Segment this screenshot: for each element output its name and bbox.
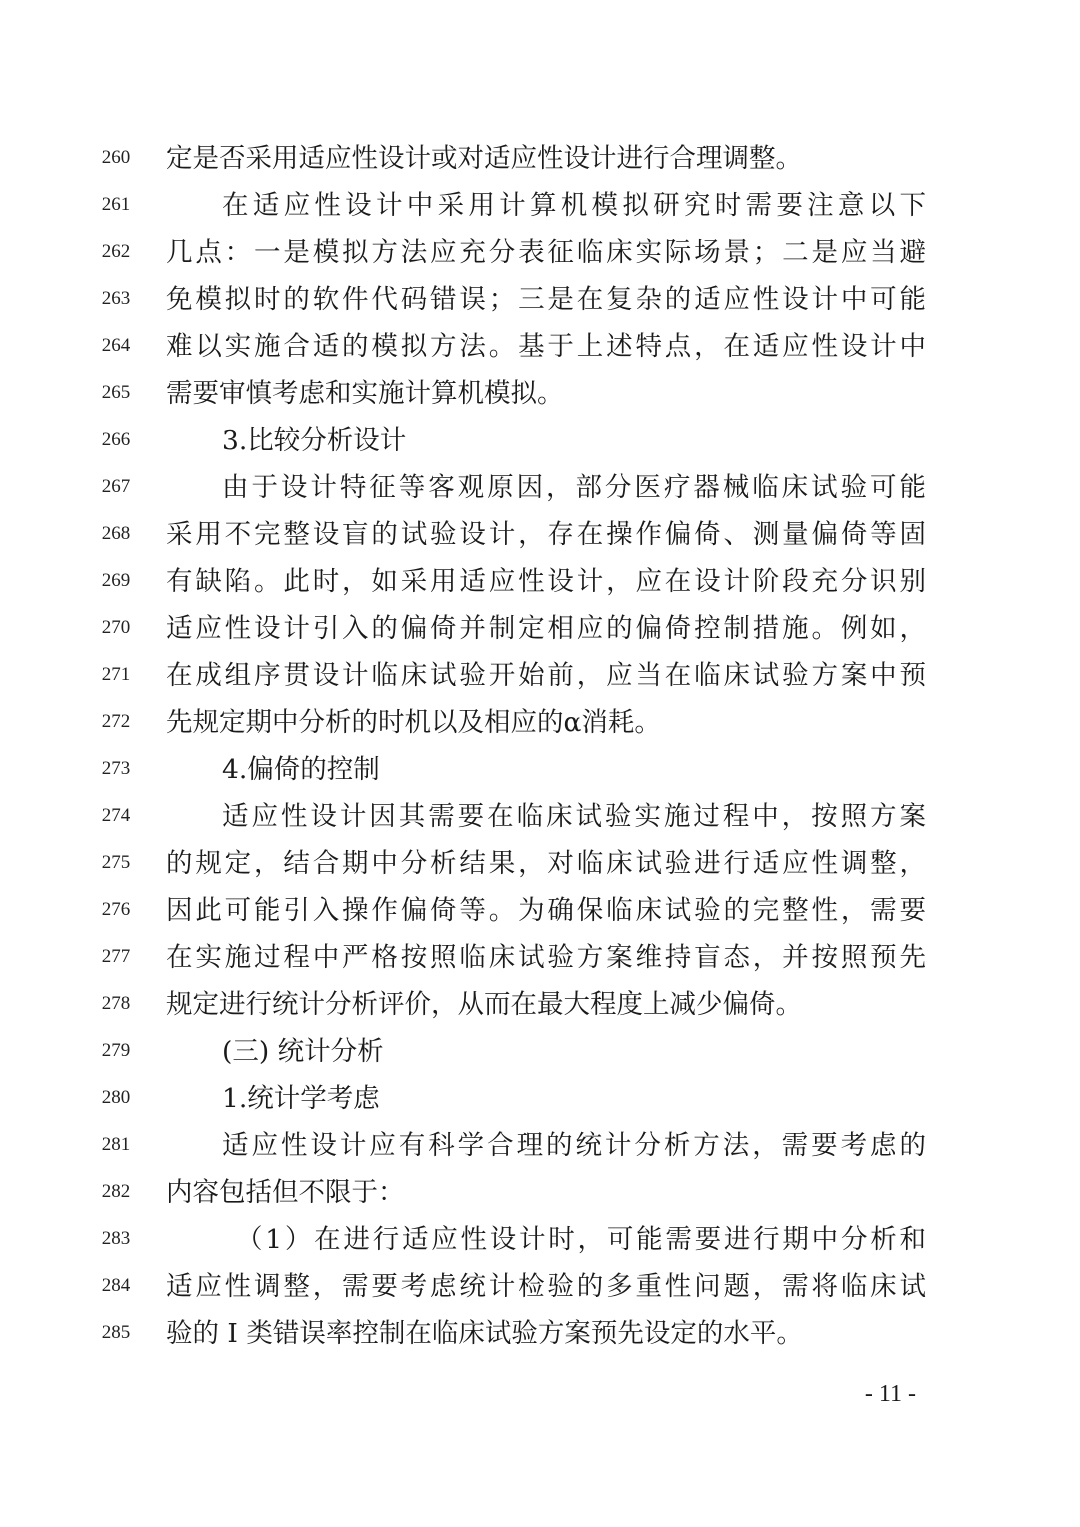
text-line-272	[0, 699, 1080, 746]
text-line-281	[0, 1122, 1080, 1169]
line-text: 在成组序贯设计临床试验开始前，应当在临床试验方案中预	[166, 660, 926, 691]
section-heading: 1.统计学考虑	[222, 1083, 380, 1114]
line-number: 260	[101, 147, 131, 168]
line-text: （1）在进行适应性设计时，可能需要进行期中分析和	[236, 1224, 926, 1255]
line-text: 几点：一是模拟方法应充分表征临床实际场景；二是应当避	[166, 237, 926, 268]
line-number: 278	[101, 993, 131, 1014]
line-number: 280	[101, 1087, 131, 1108]
line-number: 283	[101, 1228, 131, 1249]
text-line-275	[0, 840, 1080, 887]
section-heading: 3.比较分析设计	[222, 425, 407, 456]
text-line-261	[0, 182, 1080, 229]
line-number: 263	[101, 288, 131, 309]
line-text: 规定进行统计分析评价，从而在最大程度上减少偏倚。	[166, 989, 802, 1020]
line-text: 定是否采用适应性设计或对适应性设计进行合理调整。	[166, 143, 802, 174]
text-line-274	[0, 793, 1080, 840]
text-line-273	[0, 746, 1080, 793]
text-line-285	[0, 1310, 1080, 1357]
text-line-271	[0, 652, 1080, 699]
line-number: 269	[101, 570, 131, 591]
line-text: 因此可能引入操作偏倚等。为确保临床试验的完整性，需要	[166, 895, 926, 926]
text-line-284	[0, 1263, 1080, 1310]
text-line-282	[0, 1169, 1080, 1216]
line-number: 261	[101, 194, 131, 215]
line-number: 277	[101, 946, 131, 967]
line-text: 有缺陷。此时，如采用适应性设计，应在设计阶段充分识别	[166, 566, 926, 597]
text-line-266	[0, 417, 1080, 464]
line-text: 在适应性设计中采用计算机模拟研究时需要注意以下	[222, 190, 926, 221]
text-line-280	[0, 1075, 1080, 1122]
line-text: 适应性设计因其需要在临床试验实施过程中，按照方案	[222, 801, 926, 832]
text-line-265	[0, 370, 1080, 417]
text-line-276	[0, 887, 1080, 934]
line-text: 难以实施合适的模拟方法。基于上述特点，在适应性设计中	[166, 331, 926, 362]
line-number: 266	[101, 429, 131, 450]
line-text: 适应性调整，需要考虑统计检验的多重性问题，需将临床试	[166, 1271, 926, 1302]
text-line-267	[0, 464, 1080, 511]
line-text: 由于设计特征等客观原因，部分医疗器械临床试验可能	[222, 472, 926, 503]
line-number: 279	[101, 1040, 131, 1061]
line-number: 262	[101, 241, 131, 262]
line-text: 适应性设计应有科学合理的统计分析方法，需要考虑的	[222, 1130, 926, 1161]
text-line-268	[0, 511, 1080, 558]
line-text: 先规定期中分析的时机以及相应的α消耗。	[166, 707, 661, 738]
text-line-277	[0, 934, 1080, 981]
line-number: 271	[101, 664, 131, 685]
line-number: 274	[101, 805, 131, 826]
line-number: 275	[101, 852, 131, 873]
line-text: 需要审慎考虑和实施计算机模拟。	[166, 378, 564, 409]
line-number: 268	[101, 523, 131, 544]
line-number: 276	[101, 899, 131, 920]
text-line-263	[0, 276, 1080, 323]
line-text: 内容包括但不限于：	[166, 1177, 405, 1208]
section-heading: (三) 统计分析	[222, 1036, 384, 1067]
line-text: 免模拟时的软件代码错误；三是在复杂的适应性设计中可能	[166, 284, 926, 315]
line-number: 270	[101, 617, 131, 638]
line-number: 284	[101, 1275, 131, 1296]
line-text: 在实施过程中严格按照临床试验方案维持盲态，并按照预先	[166, 942, 926, 973]
text-line-270	[0, 605, 1080, 652]
text-line-262	[0, 229, 1080, 276]
line-number: 272	[101, 711, 131, 732]
line-number: 267	[101, 476, 131, 497]
text-line-278	[0, 981, 1080, 1028]
text-line-283	[0, 1216, 1080, 1263]
line-number: 285	[101, 1322, 131, 1343]
text-line-260	[0, 135, 1080, 182]
page-number: - 11 -	[864, 1381, 916, 1407]
line-text: 采用不完整设盲的试验设计，存在操作偏倚、测量偏倚等固	[166, 519, 926, 550]
line-number: 282	[101, 1181, 131, 1202]
line-number: 273	[101, 758, 131, 779]
line-text: 验的 I 类错误率控制在临床试验方案预先设定的水平。	[166, 1318, 803, 1349]
text-line-269	[0, 558, 1080, 605]
line-text: 的规定，结合期中分析结果，对临床试验进行适应性调整，	[166, 848, 926, 879]
section-heading: 4.偏倚的控制	[222, 754, 380, 785]
text-line-264	[0, 323, 1080, 370]
text-line-279	[0, 1028, 1080, 1075]
line-number: 281	[101, 1134, 131, 1155]
line-number: 265	[101, 382, 131, 403]
line-text: 适应性设计引入的偏倚并制定相应的偏倚控制措施。例如，	[166, 613, 926, 644]
line-number: 264	[101, 335, 131, 356]
